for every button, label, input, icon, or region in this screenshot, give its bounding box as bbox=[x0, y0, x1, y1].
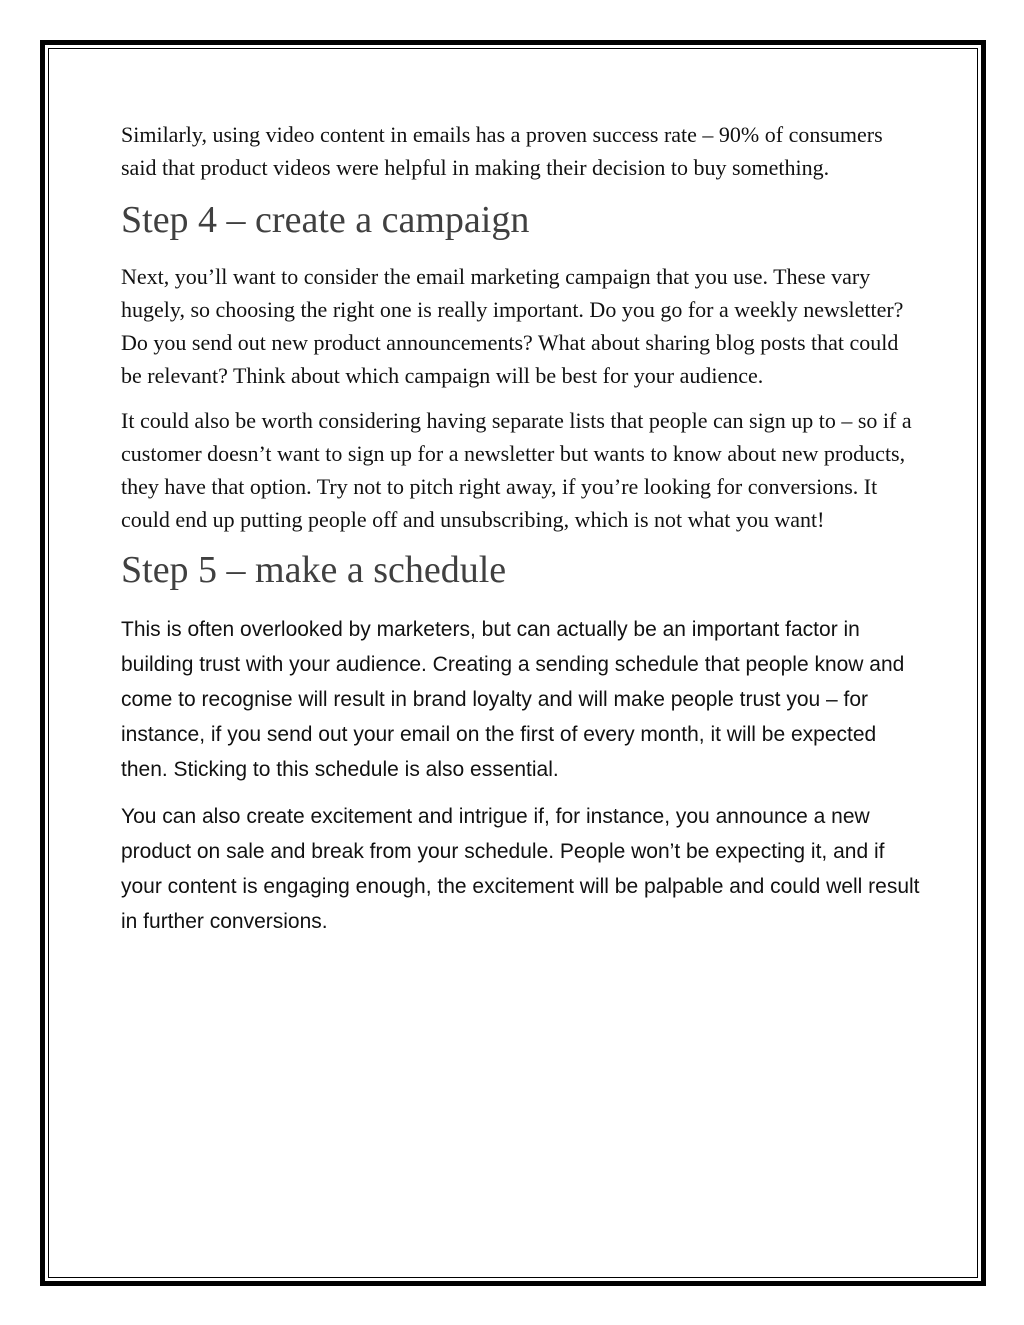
step4-paragraph-1: Next, you’ll want to consider the email marketing campaign that you use. These vary hugely, so choosing the right one is really important. Do you go for a weekly newsletter? Do you send out new product announcements? What about sharing blog posts that could be relevant? Think about which campaign will be best for your audience. bbox=[121, 264, 904, 388]
step5-heading: Step 5 – make a schedule bbox=[121, 549, 507, 591]
page-content bbox=[121, 118, 921, 951]
step5-paragraph-1: This is often overlooked by marketers, but can actually be an important factor in building trust with your audience. Creating a sending schedule that people know and come to recognise will result in brand loyalty and will make people trust you – for instance, if you send out your email on the first of every month, it will be expected then. Sticking to this schedule is also essential. bbox=[121, 618, 905, 781]
step4-heading: Step 4 – create a campaign bbox=[121, 199, 530, 241]
step5-paragraph-2: You can also create excitement and intrigue if, for instance, you announce a new product on sale and break from your schedule. People won’t be expecting it, and if your content is engaging enough, the excitement will be palpable and could well result in further conversions. bbox=[121, 805, 920, 933]
step4-paragraph-2: It could also be worth considering having separate lists that people can sign up to – so if a customer doesn’t want to sign up for a newsletter but wants to know about new products, they have that option. Try not to pitch right away, if you’re looking for conversions. It could end up putting people off and unsubscribing, which is not what you want! bbox=[121, 408, 912, 532]
intro-paragraph: Similarly, using video content in emails has a proven success rate – 90% of consumers said that product videos were helpful in making their decision to buy something. bbox=[121, 122, 883, 180]
